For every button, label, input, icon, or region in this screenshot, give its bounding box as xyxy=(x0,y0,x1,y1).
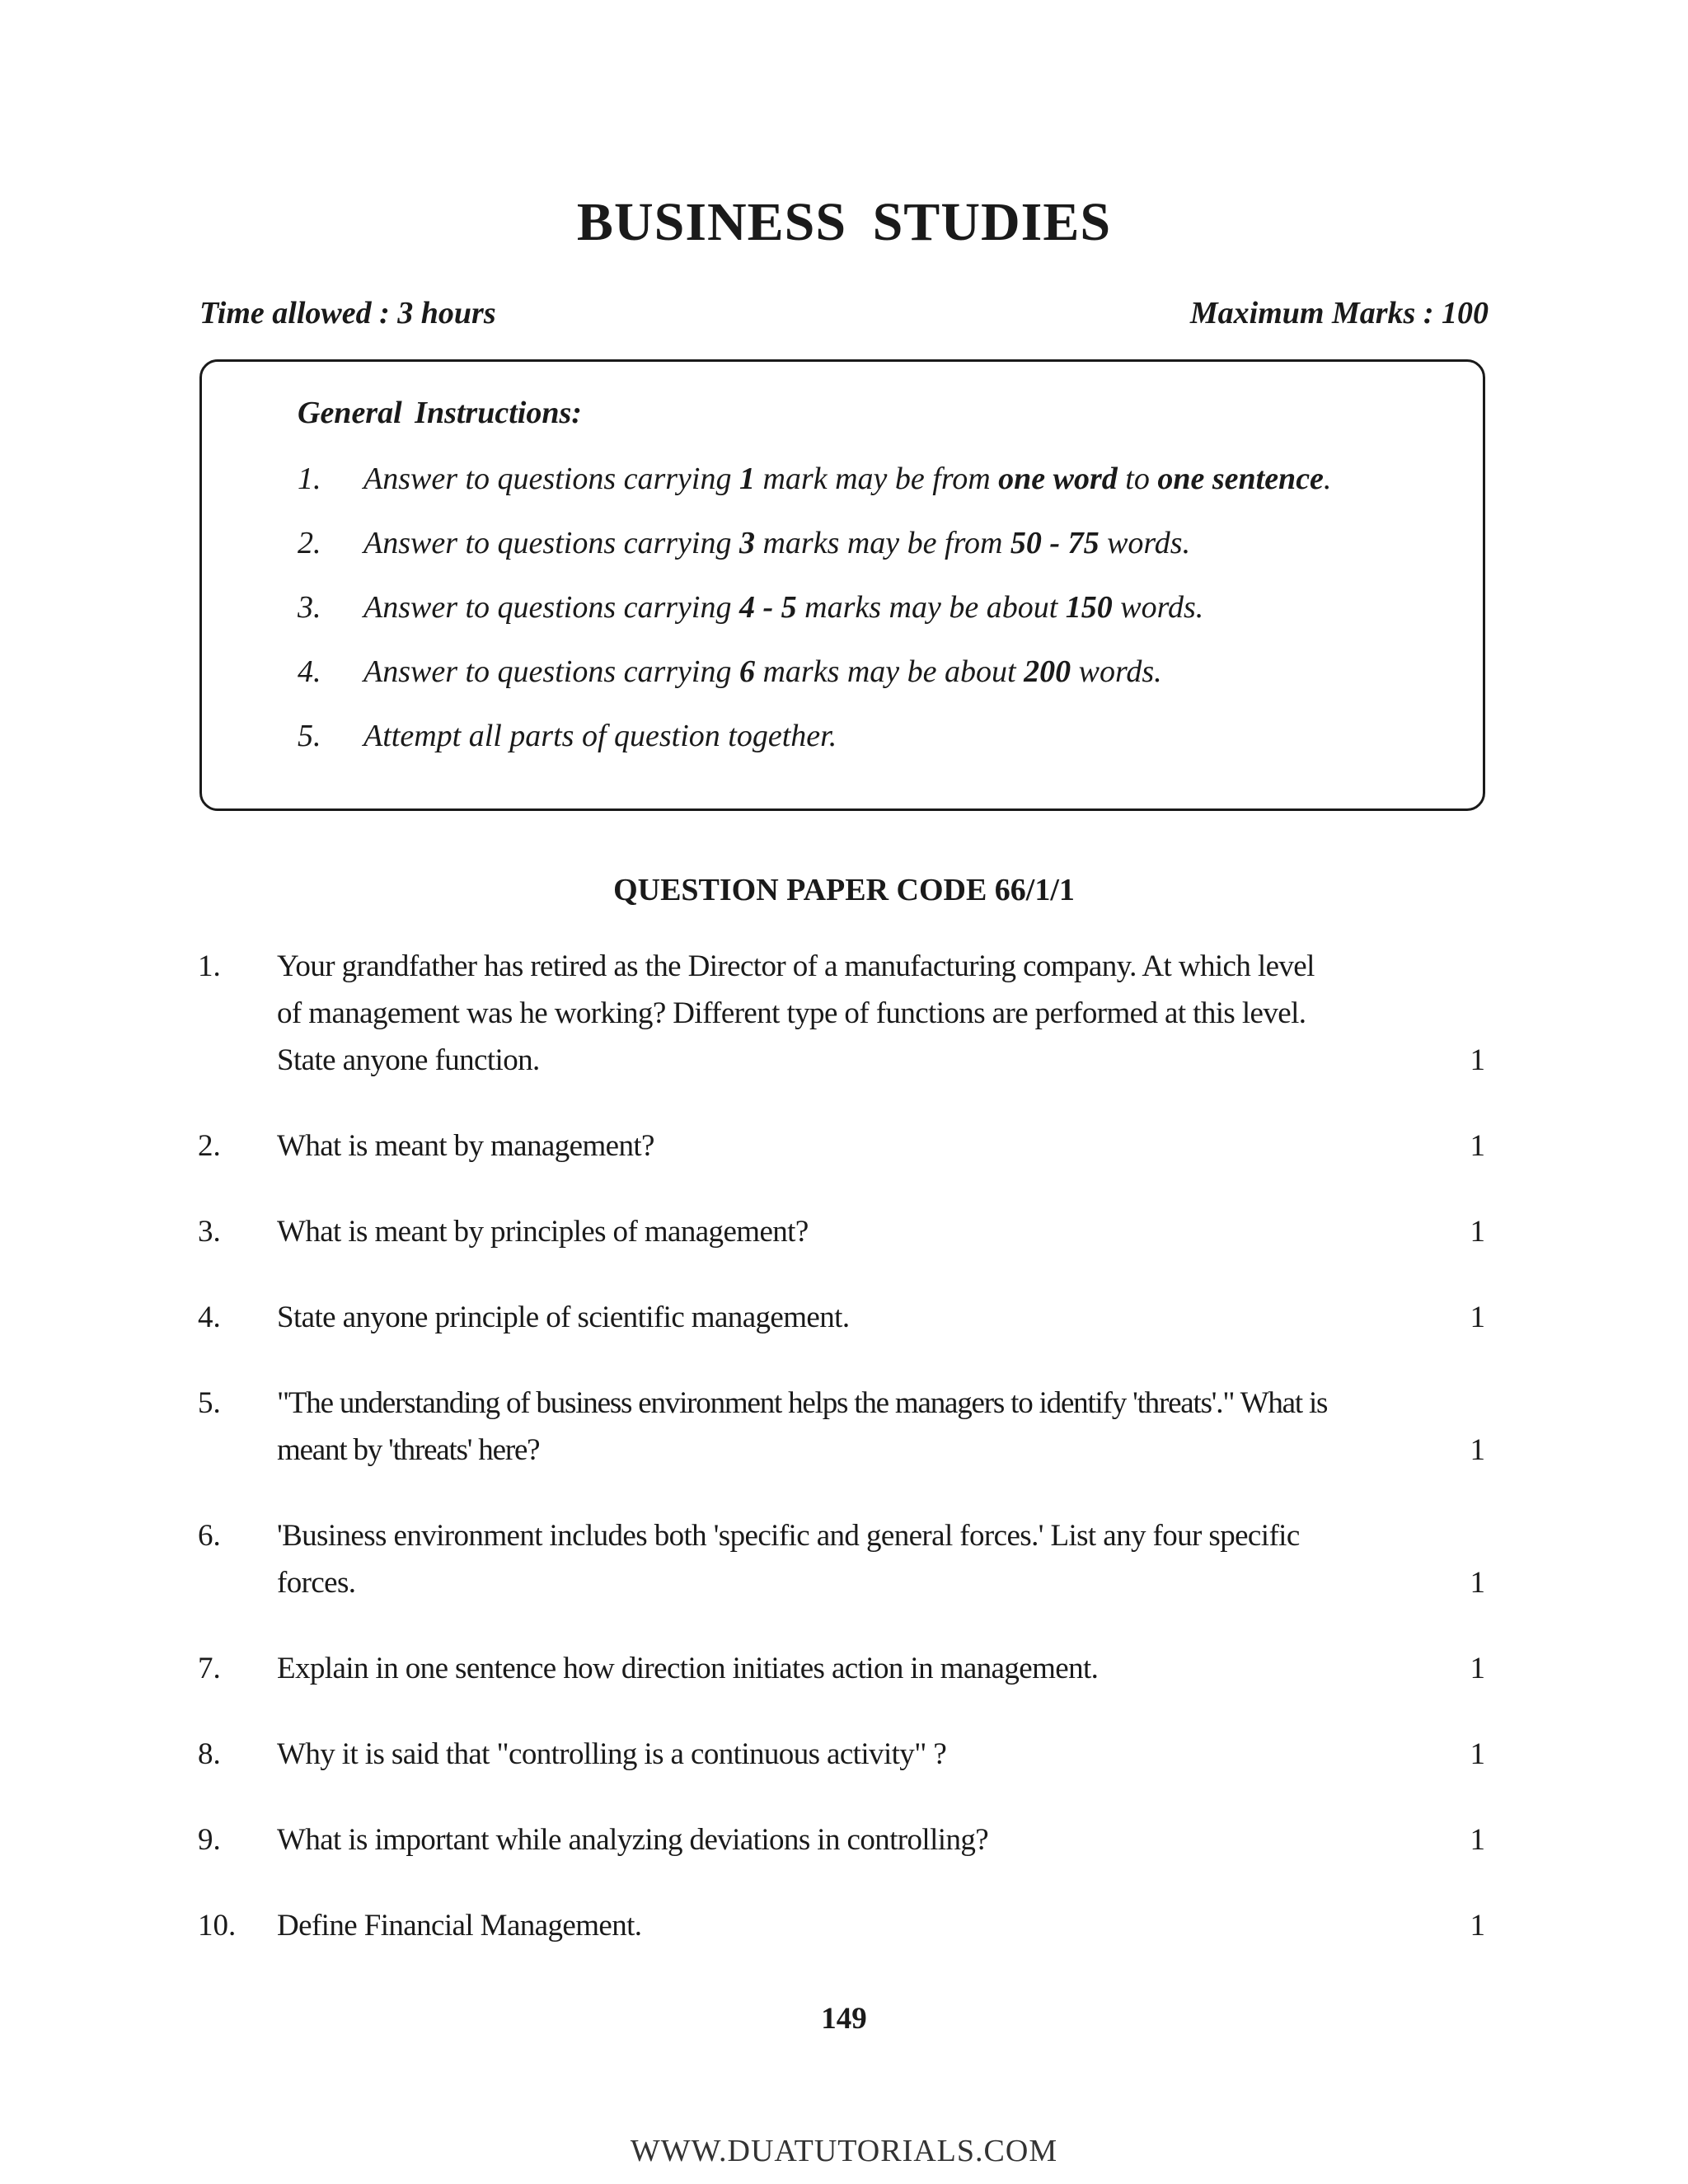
question-number: 5. xyxy=(198,1386,221,1420)
question-marks: 1 xyxy=(1470,1823,1485,1857)
instruction-number: 3. xyxy=(298,590,321,625)
question-marks: 1 xyxy=(1470,1652,1485,1685)
instruction-text: marks may be about xyxy=(796,590,1066,625)
question-marks: 1 xyxy=(1470,1433,1485,1467)
instruction-item xyxy=(298,654,1162,690)
question-text: "The understanding of business environment helps the managers to identify 'threats'." What is meant by 'threats' here? xyxy=(277,1386,1328,1467)
instruction-number: 2. xyxy=(298,526,321,560)
instruction-text: . xyxy=(1323,462,1332,496)
instruction-text: words. xyxy=(1099,526,1191,560)
question-item xyxy=(198,1122,1485,1169)
question-item xyxy=(198,1731,1485,1778)
question-marks: 1 xyxy=(1470,1215,1485,1249)
maximum-marks: Maximum Marks : 100 xyxy=(1189,296,1489,330)
question-text: Explain in one sentence how direction initiates action in management. xyxy=(277,1652,1099,1685)
question-marks: 1 xyxy=(1470,1301,1485,1334)
instruction-item xyxy=(298,461,1331,497)
instruction-bold: 200 xyxy=(1024,654,1071,689)
question-item xyxy=(198,1208,1485,1255)
question-item xyxy=(198,1380,1485,1474)
instruction-text: to xyxy=(1117,462,1158,496)
instruction-bold: 50 - 75 xyxy=(1010,526,1100,560)
question-item xyxy=(198,1512,1485,1606)
instruction-text: mark may be from xyxy=(754,462,999,496)
question-marks: 1 xyxy=(1470,1566,1485,1600)
instruction-number: 1. xyxy=(298,462,321,496)
time-allowed: Time allowed : 3 hours xyxy=(199,296,496,330)
question-marks: 1 xyxy=(1470,1043,1485,1077)
instruction-bold: 3 xyxy=(738,526,755,560)
footer-website: WWW.DUATUTORIALS.COM xyxy=(630,2134,1058,2168)
page-number: 149 xyxy=(821,2002,867,2036)
question-item xyxy=(198,1645,1485,1692)
question-text: Why it is said that "controlling is a continuous activity" ? xyxy=(277,1737,947,1771)
question-number: 10. xyxy=(198,1909,237,1943)
question-text: What is meant by principles of management? xyxy=(277,1215,809,1249)
instruction-bold: 150 xyxy=(1065,590,1113,625)
question-text: Define Financial Management. xyxy=(277,1909,642,1943)
instruction-text: marks may be from xyxy=(754,526,1010,560)
question-number: 8. xyxy=(198,1737,221,1771)
instruction-bold: one word xyxy=(998,462,1118,496)
instructions-box xyxy=(199,359,1485,811)
question-marks: 1 xyxy=(1470,1129,1485,1163)
instruction-text: Attempt all parts of question together. xyxy=(363,719,837,753)
question-number: 4. xyxy=(198,1301,221,1334)
instruction-text: Answer to questions carrying xyxy=(363,462,739,496)
question-number: 6. xyxy=(198,1519,221,1553)
question-text: 'Business environment includes both 'specific and general forces.' List any four specific forces. xyxy=(277,1519,1300,1600)
instruction-bold: 4 - 5 xyxy=(738,590,797,625)
question-marks: 1 xyxy=(1470,1909,1485,1943)
instruction-number: 4. xyxy=(298,654,321,689)
instruction-bold: 1 xyxy=(738,462,755,496)
question-item xyxy=(198,1294,1485,1341)
question-item xyxy=(198,943,1485,1084)
instruction-item xyxy=(298,718,837,754)
question-item xyxy=(198,1902,1485,1949)
instruction-bold: 6 xyxy=(738,654,755,689)
instruction-text: words. xyxy=(1112,590,1204,625)
question-text: What is important while analyzing deviations in controlling? xyxy=(277,1823,989,1857)
question-number: 2. xyxy=(198,1129,221,1163)
instruction-bold: one sentence xyxy=(1157,462,1324,496)
instructions-heading: General Instructions: xyxy=(298,396,582,430)
instruction-text: marks may be about xyxy=(754,654,1025,689)
question-number: 1. xyxy=(198,949,221,983)
question-text: State anyone principle of scientific management. xyxy=(277,1301,850,1334)
question-number: 9. xyxy=(198,1823,221,1857)
question-text: What is meant by management? xyxy=(277,1129,654,1163)
question-number: 7. xyxy=(198,1652,221,1685)
instruction-text: Answer to questions carrying xyxy=(363,526,739,560)
question-text: Your grandfather has retired as the Director of a manufacturing company. At which level of management was he working? Different type of functions are performed at this level. State anyone function. xyxy=(277,949,1315,1077)
question-number: 3. xyxy=(198,1215,221,1249)
question-marks: 1 xyxy=(1470,1737,1485,1771)
question-item xyxy=(198,1816,1485,1863)
instruction-text: Answer to questions carrying xyxy=(363,654,739,689)
instruction-number: 5. xyxy=(298,719,321,753)
instruction-text: Answer to questions carrying xyxy=(363,590,739,625)
instruction-text: words. xyxy=(1071,654,1162,689)
instruction-item xyxy=(298,525,1190,561)
page-title: BUSINESS STUDIES xyxy=(576,192,1112,252)
instruction-item xyxy=(298,589,1203,626)
question-paper-code: QUESTION PAPER CODE 66/1/1 xyxy=(613,873,1075,907)
